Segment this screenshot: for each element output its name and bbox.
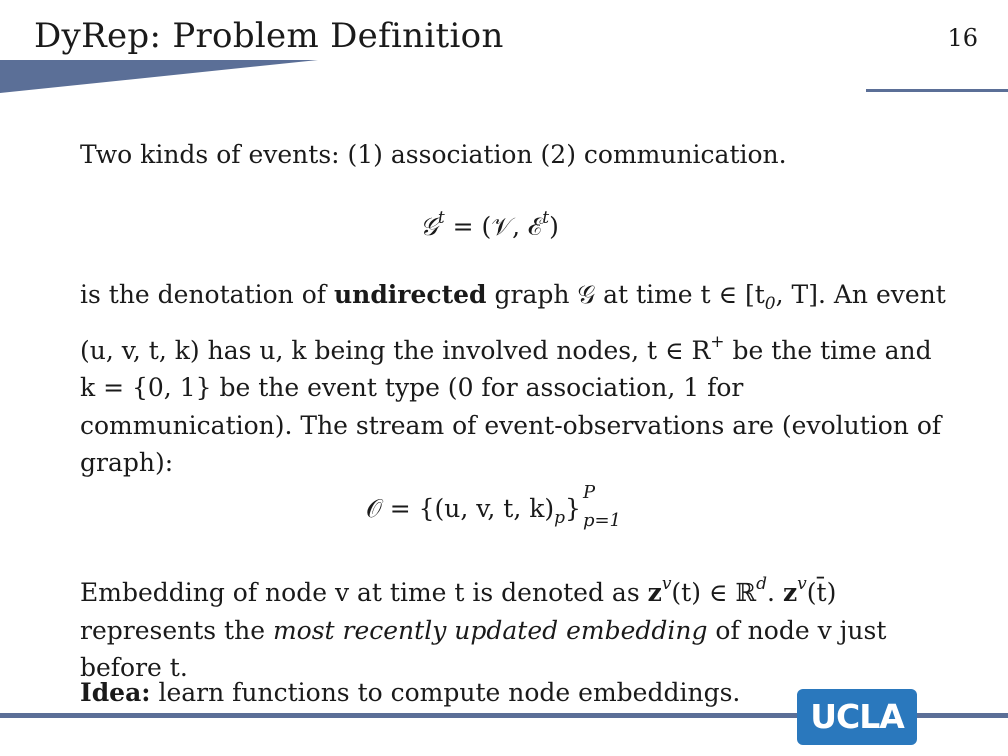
observation-equation: 𝒪 = {(u, v, t, $k)_p$} P p=1: [366, 481, 621, 531]
embedding-paragraph: Embedding of node v at time t is denoted as $z^v(t)$ ∈ ℝ$^d$. $z^v(t̄)$ represents the most recently updated embedding of node v just before t.: [80, 574, 887, 682]
graph-equation: 𝒢$^t$ = (𝒱, ℰ$^t$): [420, 208, 559, 241]
title-accent-shape: [0, 60, 318, 93]
slide-title: DyRep: Problem Definition: [34, 16, 504, 56]
top-right-rule: [866, 89, 1008, 92]
ucla-logo: UCLA: [797, 689, 917, 745]
intro-text: Two kinds of events: (1) association (2) communication.: [80, 140, 787, 169]
graph-definition-paragraph: is the denotation of undirected graph 𝒢 at time t ∈ [$t_0$, T]. An event (u, v, t, k) has u, k being the involved nodes, t ∈ R+ be the time and k = {0, 1} be the event type (0 for association, 1 for communication). The stream of event-observations are (evolution of graph):: [80, 280, 946, 477]
idea-line: Idea: learn functions to compute node embeddings.: [80, 678, 741, 707]
title-accent-bar: [0, 58, 330, 94]
page-number: 16: [947, 24, 978, 52]
